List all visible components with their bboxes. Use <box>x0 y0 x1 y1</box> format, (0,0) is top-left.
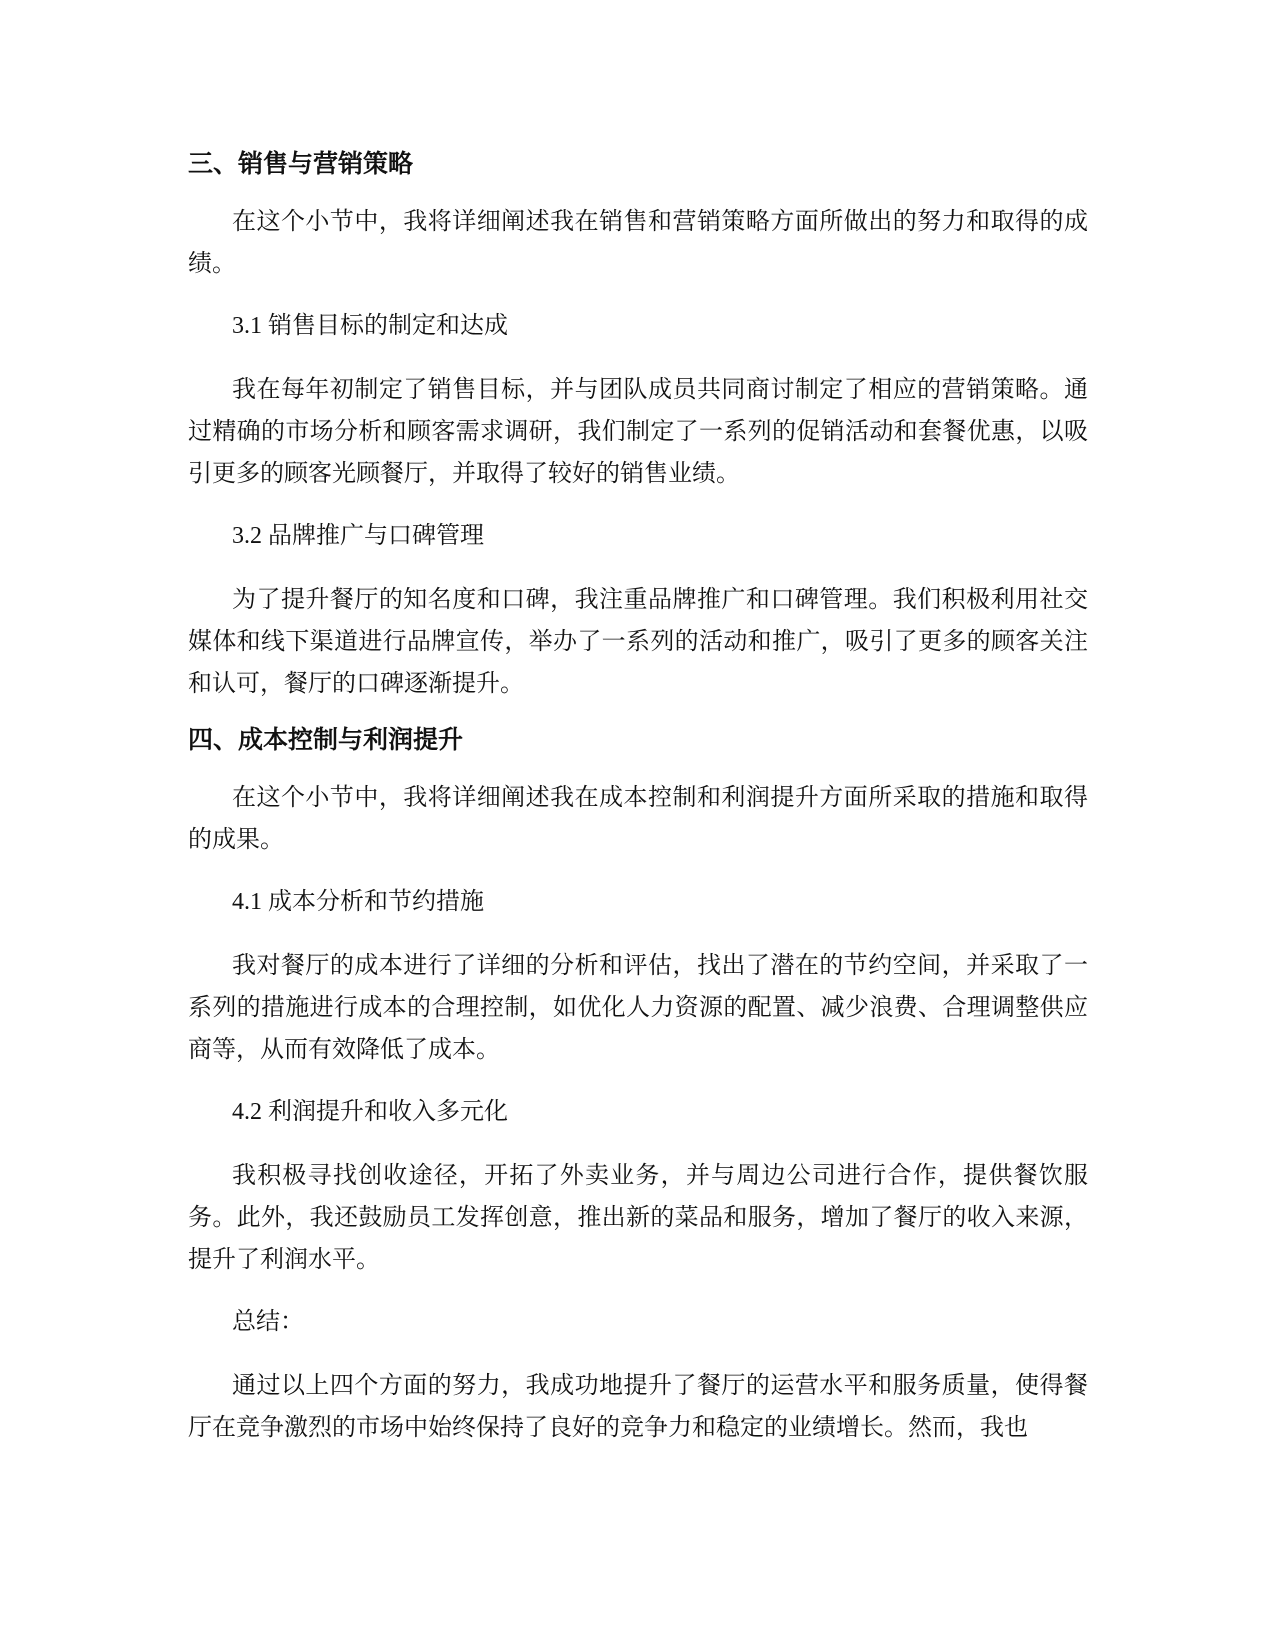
subsection-body-3-1: 我在每年初制定了销售目标，并与团队成员共同商讨制定了相应的营销策略。通过精确的市场分析和顾客需求调研，我们制定了一系列的促销活动和套餐优惠，以吸引更多的顾客光顾餐厅，并取得了较好的销售业绩。 <box>188 375 1088 487</box>
document-body <box>188 146 1088 1448</box>
section-heading-3: 三、销售与营销策略 <box>188 149 414 178</box>
subsection-title-4-1: 4.1 成本分析和节约措施 <box>232 889 484 915</box>
section-3-intro: 在这个小节中，我将详细阐述我在销售和营销策略方面所做出的努力和取得的成绩。 <box>188 207 1088 277</box>
summary-label: 总结： <box>232 1309 304 1335</box>
subsection-title-3-2: 3.2 品牌推广与口碑管理 <box>232 523 484 549</box>
summary-body: 通过以上四个方面的努力，我成功地提升了餐厅的运营水平和服务质量，使得餐厅在竞争激烈的市场中始终保持了良好的竞争力和稳定的业绩增长。然而，我也 <box>188 1371 1088 1441</box>
subsection-title-4-2: 4.2 利润提升和收入多元化 <box>232 1099 508 1125</box>
section-heading-4: 四、成本控制与利润提升 <box>188 725 464 754</box>
subsection-body-3-2: 为了提升餐厅的知名度和口碑，我注重品牌推广和口碑管理。我们积极利用社交媒体和线下渠道进行品牌宣传，举办了一系列的活动和推广，吸引了更多的顾客关注和认可，餐厅的口碑逐渐提升。 <box>188 585 1088 697</box>
section-4-intro: 在这个小节中，我将详细阐述我在成本控制和利润提升方面所采取的措施和取得的成果。 <box>188 783 1088 853</box>
subsection-body-4-1: 我对餐厅的成本进行了详细的分析和评估，找出了潜在的节约空间，并采取了一系列的措施进行成本的合理控制，如优化人力资源的配置、减少浪费、合理调整供应商等，从而有效降低了成本。 <box>188 951 1088 1063</box>
subsection-title-3-1: 3.1 销售目标的制定和达成 <box>232 313 508 339</box>
subsection-body-4-2: 我积极寻找创收途径，开拓了外卖业务，并与周边公司进行合作，提供餐饮服务。此外，我还鼓励员工发挥创意，推出新的菜品和服务，增加了餐厅的收入来源，提升了利润水平。 <box>188 1161 1088 1273</box>
